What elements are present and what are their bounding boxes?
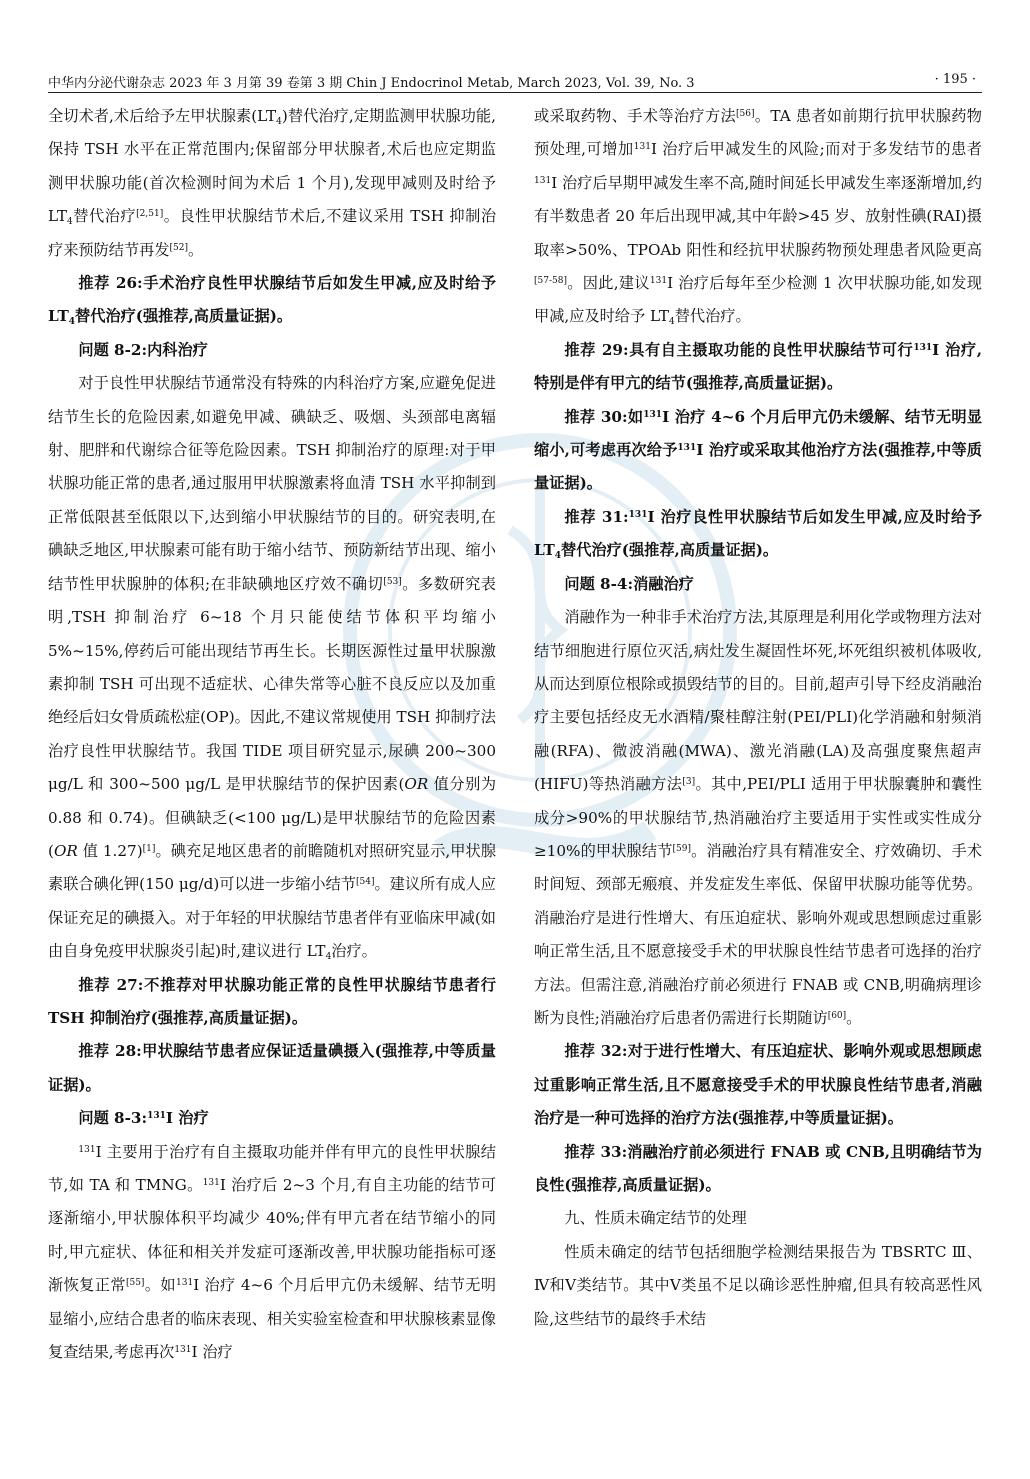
left-column <box>48 100 496 1369</box>
paragraph: 九、性质未确定结节的处理 <box>564 1209 747 1228</box>
recommendation: 推荐 26:手术治疗良性甲状腺结节后如发生甲减,应及时给予 $LT_4$替代治疗(强推荐,高质量证据)。 <box>48 274 496 328</box>
recommendation: 推荐 33:消融治疗前必须进行 FNAB 或 CNB,且明确结节为良性(强推荐,高质量证据)。 <box>534 1142 982 1194</box>
recommendation: 推荐 30:如$^{131}$I 治疗 4~6 个月后甲亢仍未缓解、结节无明显缩小,可考虑再次给予$^{131}$I 治疗或采取其他治疗方法(强推荐,中等质量证据)。 <box>534 407 983 493</box>
paragraph: 性质未确定的结节包括细胞学检测结果报告为 TBSRTC Ⅲ、Ⅳ和Ⅴ类结节。其中Ⅴ类虽不足以确诊恶性肿瘤,但具有较高恶性风险,这些结节的最终手术结 <box>534 1242 982 1328</box>
paragraph: 消融作为一种非手术治疗方法,其原理是利用化学或物理方法对结节细胞进行原位灭活,病灶发生凝固性坏死,坏死组织被机体吸收,从而达到原位根除或损毁结节的目的。目前,超声引导下经皮消融治疗主要包括经皮无水酒精/聚桂醇注射(PEI/PLI)化学消融和射频消融(RFA)、微波消融(MWA)、激光消融(LA)及高强度聚焦超声(HIFU)等热消融方法[3]。其中,PEI/PLI 适用于甲状腺囊肿和囊性成分>90%的甲状腺结节,热消融治疗主要适用于实性或实性成分≥10%的甲状腺结节[59]。消融治疗具有精准安全、疗效确切、手术时间短、颈部无瘢痕、并发症发生率低、保留甲状腺功能等优势。消融治疗是进行性增大、有压迫症状、影响外观或思想顾虑过重影响正常生活,且不愿意接受手术的甲状腺良性结节患者可选择的治疗方法。但需注意,消融治疗前必须进行 FNAB 或 CNB,明确病理诊断为良性;消融治疗后患者仍需进行长期随访[60]。 <box>534 608 983 1027</box>
recommendation: 推荐 27:不推荐对甲状腺功能正常的良性甲状腺结节患者行 TSH 抑制治疗(强推荐,高质量证据)。 <box>48 975 496 1027</box>
right-column <box>534 100 982 1336</box>
journal-citation: 中华内分泌代谢杂志 2023 年 3 月第 39 卷第 3 期 Chin J Endocrinol Metab, March 2023, Vol. 39, No. 3 <box>48 76 695 91</box>
paragraph: 对于良性甲状腺结节通常没有特殊的内科治疗方案,应避免促进结节生长的危险因素,如避免甲减、碘缺乏、吸烟、头颈部电离辐射、肥胖和代谢综合征等危险因素。TSH 抑制治疗的原理:对于甲状腺功能正常的患者,通过服用甲状腺激素将血清 TSH 水平抑制到正常低限甚至低限以下,达到缩小甲状腺结节的目的。研究表明,在碘缺乏地区,甲状腺素可能有助于缩小结节、预防新结节出现、缩小结节性甲状腺肿的体积;在非缺碘地区疗效不确切[53]。多数研究表明,TSH 抑制治疗 6~18 个月只能使结节体积平均缩小 5%~15%,停药后可能出现结节再生长。长期医源性过量甲状腺激素抑制 TSH 可出现不适症状、心律失常等心脏不良反应以及加重绝经后妇女骨质疏松症(OP)。因此,不建议常规使用 TSH 抑制疗法治疗良性甲状腺结节。我国 TIDE 项目研究显示,尿碘 200~300 μg/L 和 300~500 μg/L 是甲状腺结节的保护因素(OR 值分别为 0.88 和 0.74)。但碘缺乏(<100 μg/L)是甲状腺结节的危险因素(OR 值 1.27)[1]。碘充足地区患者的前瞻随机对照研究显示,甲状腺素联合碘化钾(150 μg/d)可以进一步缩小结节[54]。建议所有成人应保证充足的碘摄入。对于年轻的甲状腺结节患者伴有亚临床甲减(如由自身免疫甲状腺炎引起)时,建议进行 $LT_4$治疗。 <box>48 374 497 963</box>
page-number: · 195 · <box>934 72 976 87</box>
recommendation: 推荐 28:甲状腺结节患者应保证适量碘摄入(强推荐,中等质量证据)。 <box>48 1042 496 1094</box>
recommendation: 推荐 29:具有自主摄取功能的良性甲状腺结节可行$^{131}$I 治疗,特别是伴有甲亢的结节(强推荐,高质量证据)。 <box>534 340 982 393</box>
recommendation: 推荐 31:$^{131}$I 治疗良性甲状腺结节后如发生甲减,应及时给予 $LT_4$替代治疗(强推荐,高质量证据)。 <box>534 507 982 562</box>
paragraph: 全切术者,术后给予左甲状腺素$(LT_4)$替代治疗,定期监测甲状腺功能,保持 TSH 水平在正常范围内;保留部分甲状腺者,术后也应定期监测甲状腺功能(首次检测时间为术后 1 个月),发现甲减则及时给予 $LT_4$替代治疗[2,51]。良性甲状腺结节术后,不建议采用 TSH 抑制治疗来预防结节再发[52]。 <box>48 107 497 259</box>
paragraph: $^{131}$I 主要用于治疗有自主摄取功能并伴有甲亢的良性甲状腺结节,如 TA 和 TMNG。$^{131}$I 治疗后 2~3 个月,有自主功能的结节可逐渐缩小,甲状腺体积平均减少 40%;伴有甲亢者在结节缩小的同时,甲亢症状、体征和相关并发症可逐渐改善,甲状腺功能指标可逐渐恢复正常[55]。如$^{131}$I 治疗 4~6 个月后甲亢仍未缓解、结节无明显缩小,应结合患者的临床表现、相关实验室检查和甲状腺核素显像复查结果,考虑再次$^{131}$I 治疗 <box>48 1142 496 1362</box>
section-heading: 问题 8-2:内科治疗 <box>78 340 208 359</box>
section-heading: 问题 8-4:消融治疗 <box>564 574 694 593</box>
section-heading: 问题 8-3:$^{131}$I 治疗 <box>78 1109 209 1128</box>
paragraph: 或采取药物、手术等治疗方法[56]。TA 患者如前期行抗甲状腺药物预处理,可增加$^{131}$I 治疗后甲减发生的风险;而对于多发结节的患者$^{131}$I 治疗后早期甲减发生率不高,随时间延长甲减发生率逐渐增加,约有半数患者 20 年后出现甲减,其中年龄>45 岁、放射性碘(RAI)摄取率>50%、TPOAb 阳性和经抗甲状腺药物预处理患者风险更高[57-58]。因此,建议$^{131}$I 治疗后每年至少检测 1 次甲状腺功能,如发现甲减,应及时给予 $LT_4$替代治疗。 <box>534 107 982 328</box>
running-header <box>48 72 982 93</box>
recommendation: 推荐 32:对于进行性增大、有压迫症状、影响外观或思想顾虑过重影响正常生活,且不愿意接受手术的甲状腺良性结节患者,消融治疗是一种可选择的治疗方法(强推荐,中等质量证据)。 <box>534 1042 982 1128</box>
